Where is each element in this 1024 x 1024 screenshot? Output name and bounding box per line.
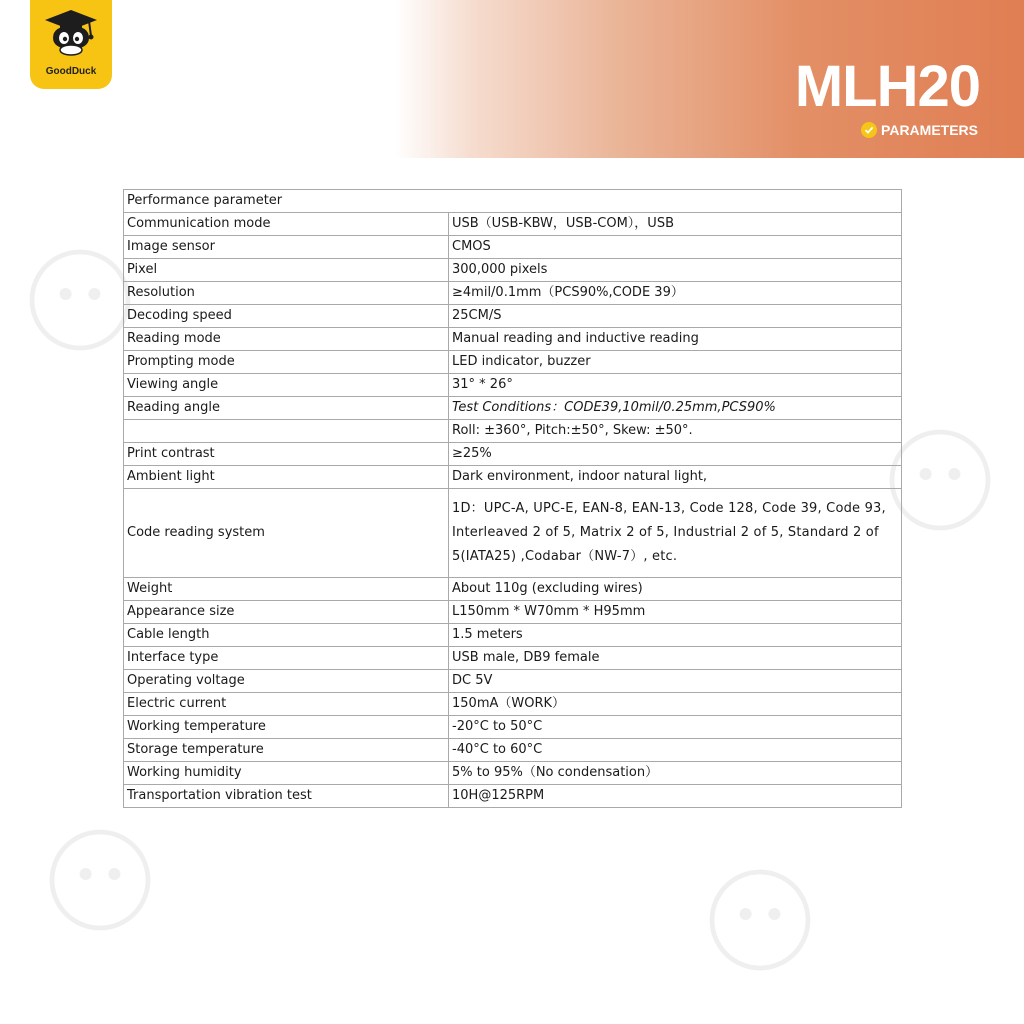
table-row bbox=[124, 624, 902, 647]
table-row bbox=[124, 236, 902, 259]
watermark-duck-icon bbox=[700, 860, 820, 980]
table-row bbox=[124, 601, 902, 624]
table-row bbox=[124, 762, 902, 785]
duck-logo-icon bbox=[43, 8, 99, 64]
row-value: USB male, DB9 female bbox=[449, 647, 902, 670]
row-label: Storage temperature bbox=[124, 739, 449, 762]
row-label: Decoding speed bbox=[124, 305, 449, 328]
table-row bbox=[124, 716, 902, 739]
row-label: Weight bbox=[124, 578, 449, 601]
row-label: Working temperature bbox=[124, 716, 449, 739]
table-row bbox=[124, 693, 902, 716]
row-value: About 110g (excluding wires) bbox=[449, 578, 902, 601]
table-row bbox=[124, 647, 902, 670]
row-label: Cable length bbox=[124, 624, 449, 647]
brand-name: GoodDuck bbox=[45, 66, 97, 77]
table-row bbox=[124, 397, 902, 420]
table-row bbox=[124, 374, 902, 397]
model-title: MLH20 bbox=[794, 54, 980, 119]
row-label: Electric current bbox=[124, 693, 449, 716]
parameters-label: PARAMETERS bbox=[881, 122, 978, 138]
row-value: 10H@125RPM bbox=[449, 785, 902, 808]
table-row bbox=[124, 670, 902, 693]
table-row bbox=[124, 785, 902, 808]
table-row bbox=[124, 489, 902, 578]
row-value: CMOS bbox=[449, 236, 902, 259]
row-label: Appearance size bbox=[124, 601, 449, 624]
table-row bbox=[124, 305, 902, 328]
row-value: USB（USB-KBW，USB-COM），USB bbox=[449, 213, 902, 236]
table-row bbox=[124, 466, 902, 489]
table-row bbox=[124, 578, 902, 601]
row-label: Image sensor bbox=[124, 236, 449, 259]
row-value: Test Conditions：CODE39,10mil/0.25mm,PCS90% bbox=[449, 397, 902, 420]
row-label: Code reading system bbox=[124, 489, 449, 578]
row-value: LED indicator, buzzer bbox=[449, 351, 902, 374]
row-value: ≥4mil/0.1mm（PCS90%,CODE 39） bbox=[449, 282, 902, 305]
row-value: -20°C to 50°C bbox=[449, 716, 902, 739]
parameters-badge bbox=[861, 122, 978, 138]
row-value: 5% to 95%（No condensation） bbox=[449, 762, 902, 785]
row-label: Transportation vibration test bbox=[124, 785, 449, 808]
parameters-table bbox=[123, 189, 902, 808]
table-row bbox=[124, 259, 902, 282]
row-value: Dark environment, indoor natural light, bbox=[449, 466, 902, 489]
row-label: Viewing angle bbox=[124, 374, 449, 397]
table-row bbox=[124, 420, 902, 443]
table-row bbox=[124, 213, 902, 236]
row-label: Pixel bbox=[124, 259, 449, 282]
row-value: 150mA（WORK） bbox=[449, 693, 902, 716]
row-value: 300,000 pixels bbox=[449, 259, 902, 282]
row-label: Interface type bbox=[124, 647, 449, 670]
row-value: ≥25% bbox=[449, 443, 902, 466]
row-label: Print contrast bbox=[124, 443, 449, 466]
row-value: -40°C to 60°C bbox=[449, 739, 902, 762]
row-value: DC 5V bbox=[449, 670, 902, 693]
table-header-row bbox=[124, 190, 902, 213]
row-value: 1D：UPC-A, UPC-E, EAN-8, EAN-13, Code 128, Code 39, Code 93, Interleaved 2 of 5, Matrix 2 of 5, Industrial 2 of 5, Standard 2 of 5(IATA25) ,Codabar（NW-7）, etc. bbox=[449, 489, 902, 578]
table-row bbox=[124, 443, 902, 466]
row-value: L150mm * W70mm * H95mm bbox=[449, 601, 902, 624]
row-label: Operating voltage bbox=[124, 670, 449, 693]
row-value: Roll: ±360°, Pitch:±50°, Skew: ±50°. bbox=[449, 420, 902, 443]
row-value: Manual reading and inductive reading bbox=[449, 328, 902, 351]
row-label: Prompting mode bbox=[124, 351, 449, 374]
table-row bbox=[124, 739, 902, 762]
row-label: Reading mode bbox=[124, 328, 449, 351]
row-value: 1.5 meters bbox=[449, 624, 902, 647]
table-title: Performance parameter bbox=[124, 190, 902, 213]
row-label: Working humidity bbox=[124, 762, 449, 785]
row-label: Ambient light bbox=[124, 466, 449, 489]
row-label: Communication mode bbox=[124, 213, 449, 236]
watermark-duck-icon bbox=[40, 820, 160, 940]
row-label bbox=[124, 420, 449, 443]
checkmark-icon bbox=[861, 122, 877, 138]
row-label: Resolution bbox=[124, 282, 449, 305]
brand-logo[interactable] bbox=[30, 0, 112, 89]
table-row bbox=[124, 282, 902, 305]
row-value: 31° * 26° bbox=[449, 374, 902, 397]
row-label: Reading angle bbox=[124, 397, 449, 420]
row-value: 25CM/S bbox=[449, 305, 902, 328]
watermark-duck-icon bbox=[20, 240, 140, 360]
table-row bbox=[124, 328, 902, 351]
table-row bbox=[124, 351, 902, 374]
